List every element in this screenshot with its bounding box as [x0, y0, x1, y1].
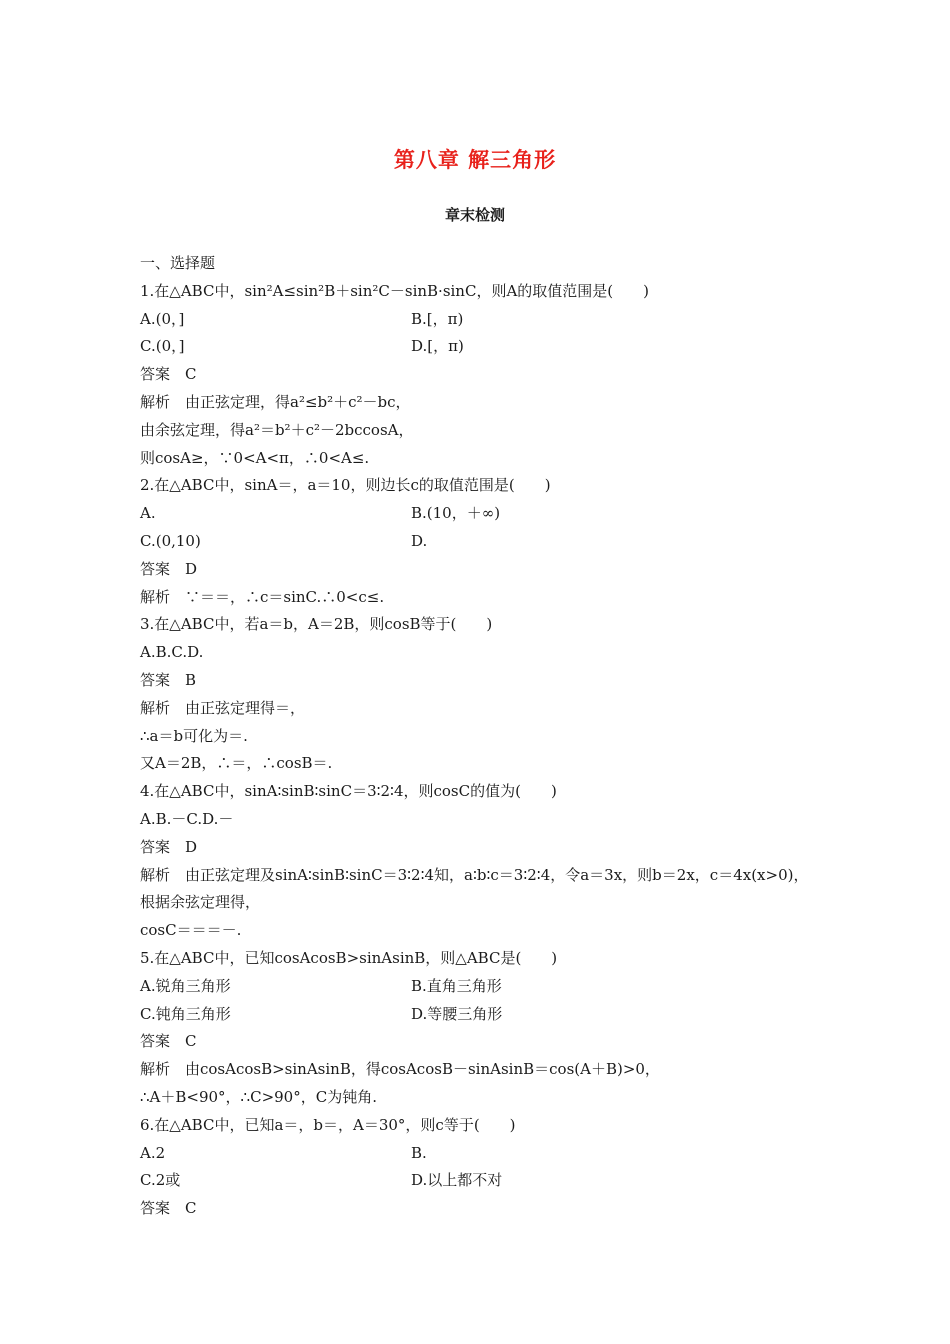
question-2-option-d: D. — [411, 531, 428, 550]
question-2-explanation-1: 解析 ∵＝＝，∴c＝sinC.∴0<c≤. — [140, 587, 385, 606]
question-5-explanation-2: ∴A＋B<90°，∴C>90°，C为钝角. — [140, 1087, 377, 1106]
question-5-option-c: C.钝角三角形 — [140, 1004, 231, 1023]
chapter-title: 第八章 解三角形 — [393, 148, 557, 172]
question-6-option-c: C.2或 — [140, 1171, 181, 1190]
question-3-options: A.B.C.D. — [140, 643, 204, 662]
question-4-explanation-1: 解析 由正弦定理及sinA∶sinB∶sinC＝3∶2∶4知，a∶b∶c＝3∶2∶4，令a＝3x，则b＝2x，c＝4x(x>0)，根据余弦定理得， — [140, 865, 809, 912]
question-5-option-d: D.等腰三角形 — [411, 1004, 503, 1023]
question-6-option-b: B. — [411, 1143, 427, 1162]
question-1-option-c: C.(0，] — [140, 337, 185, 356]
question-3-explanation-2: ∴a＝b可化为＝. — [140, 726, 248, 745]
question-1-option-d: D.[，π) — [411, 337, 464, 356]
question-2-options-row-2 — [140, 528, 820, 556]
question-2-answer: 答案 D — [140, 559, 198, 578]
question-6-option-d: D.以上都不对 — [411, 1171, 503, 1190]
question-4-answer: 答案 D — [140, 837, 198, 856]
question-5-options-row-1 — [140, 973, 820, 1001]
section-subtitle: 章末检测 — [444, 206, 505, 224]
question-1-explanation-2: 由余弦定理，得a²＝b²＋c²－2bccosA， — [140, 420, 414, 439]
question-2-option-b: B.(10，＋∞) — [411, 504, 501, 523]
question-5-explanation-1: 解析 由cosAcosB>sinAsinB，得cosAcosB－sinAsinB＝cos(A＋B)>0， — [140, 1060, 660, 1079]
section-label: 一、选择题 — [140, 254, 216, 272]
question-1-explanation-3: 则cosA≥，∵0<A<π，∴0<A≤. — [140, 448, 370, 467]
question-2-option-a: A. — [140, 504, 156, 523]
question-5-option-b: B.直角三角形 — [411, 976, 502, 995]
question-2-option-c: C.(0,10) — [140, 531, 201, 550]
question-1-stem: 1.在△ABC中，sin²A≤sin²B＋sin²C－sinB·sinC，则A的取值范围是( ) — [140, 281, 649, 300]
question-5-option-a: A.锐角三角形 — [140, 976, 231, 995]
question-5-stem: 5.在△ABC中，已知cosAcosB>sinAsinB，则△ABC是( ) — [140, 948, 558, 967]
question-4-options: A.B.－C.D.－ — [140, 809, 234, 828]
question-3-explanation-1: 解析 由正弦定理得＝， — [140, 698, 306, 717]
question-2-options-row-1 — [140, 500, 820, 528]
question-1-options-row-1 — [140, 306, 820, 334]
question-3-stem: 3.在△ABC中，若a＝b，A＝2B，则cosB等于( ) — [140, 615, 493, 634]
question-6-option-a: A.2 — [140, 1143, 166, 1162]
question-3-explanation-3: 又A＝2B，∴＝，∴cosB＝. — [140, 754, 333, 773]
question-1-options-row-2 — [140, 333, 820, 361]
question-1-answer: 答案 C — [140, 365, 197, 384]
question-4-explanation-2: cosC＝＝＝－. — [140, 921, 242, 940]
question-3-answer: 答案 B — [140, 670, 197, 689]
question-6-options-row-2 — [140, 1167, 820, 1195]
question-1-option-b: B.[，π) — [411, 309, 464, 328]
question-6-answer: 答案 C — [140, 1199, 197, 1218]
question-6-stem: 6.在△ABC中，已知a＝，b＝，A＝30°，则c等于( ) — [140, 1115, 516, 1134]
question-list — [140, 250, 820, 1223]
question-4-stem: 4.在△ABC中，sinA∶sinB∶sinC＝3∶2∶4，则cosC的值为( ) — [140, 782, 557, 801]
question-6-options-row-1 — [140, 1140, 820, 1168]
question-5-options-row-2 — [140, 1001, 820, 1029]
question-1-explanation-1: 解析 由正弦定理，得a²≤b²＋c²－bc， — [140, 392, 411, 411]
question-2-stem: 2.在△ABC中，sinA＝，a＝10，则边长c的取值范围是( ) — [140, 476, 551, 495]
question-1-option-a: A.(0，] — [140, 309, 185, 328]
question-5-answer: 答案 C — [140, 1032, 197, 1051]
